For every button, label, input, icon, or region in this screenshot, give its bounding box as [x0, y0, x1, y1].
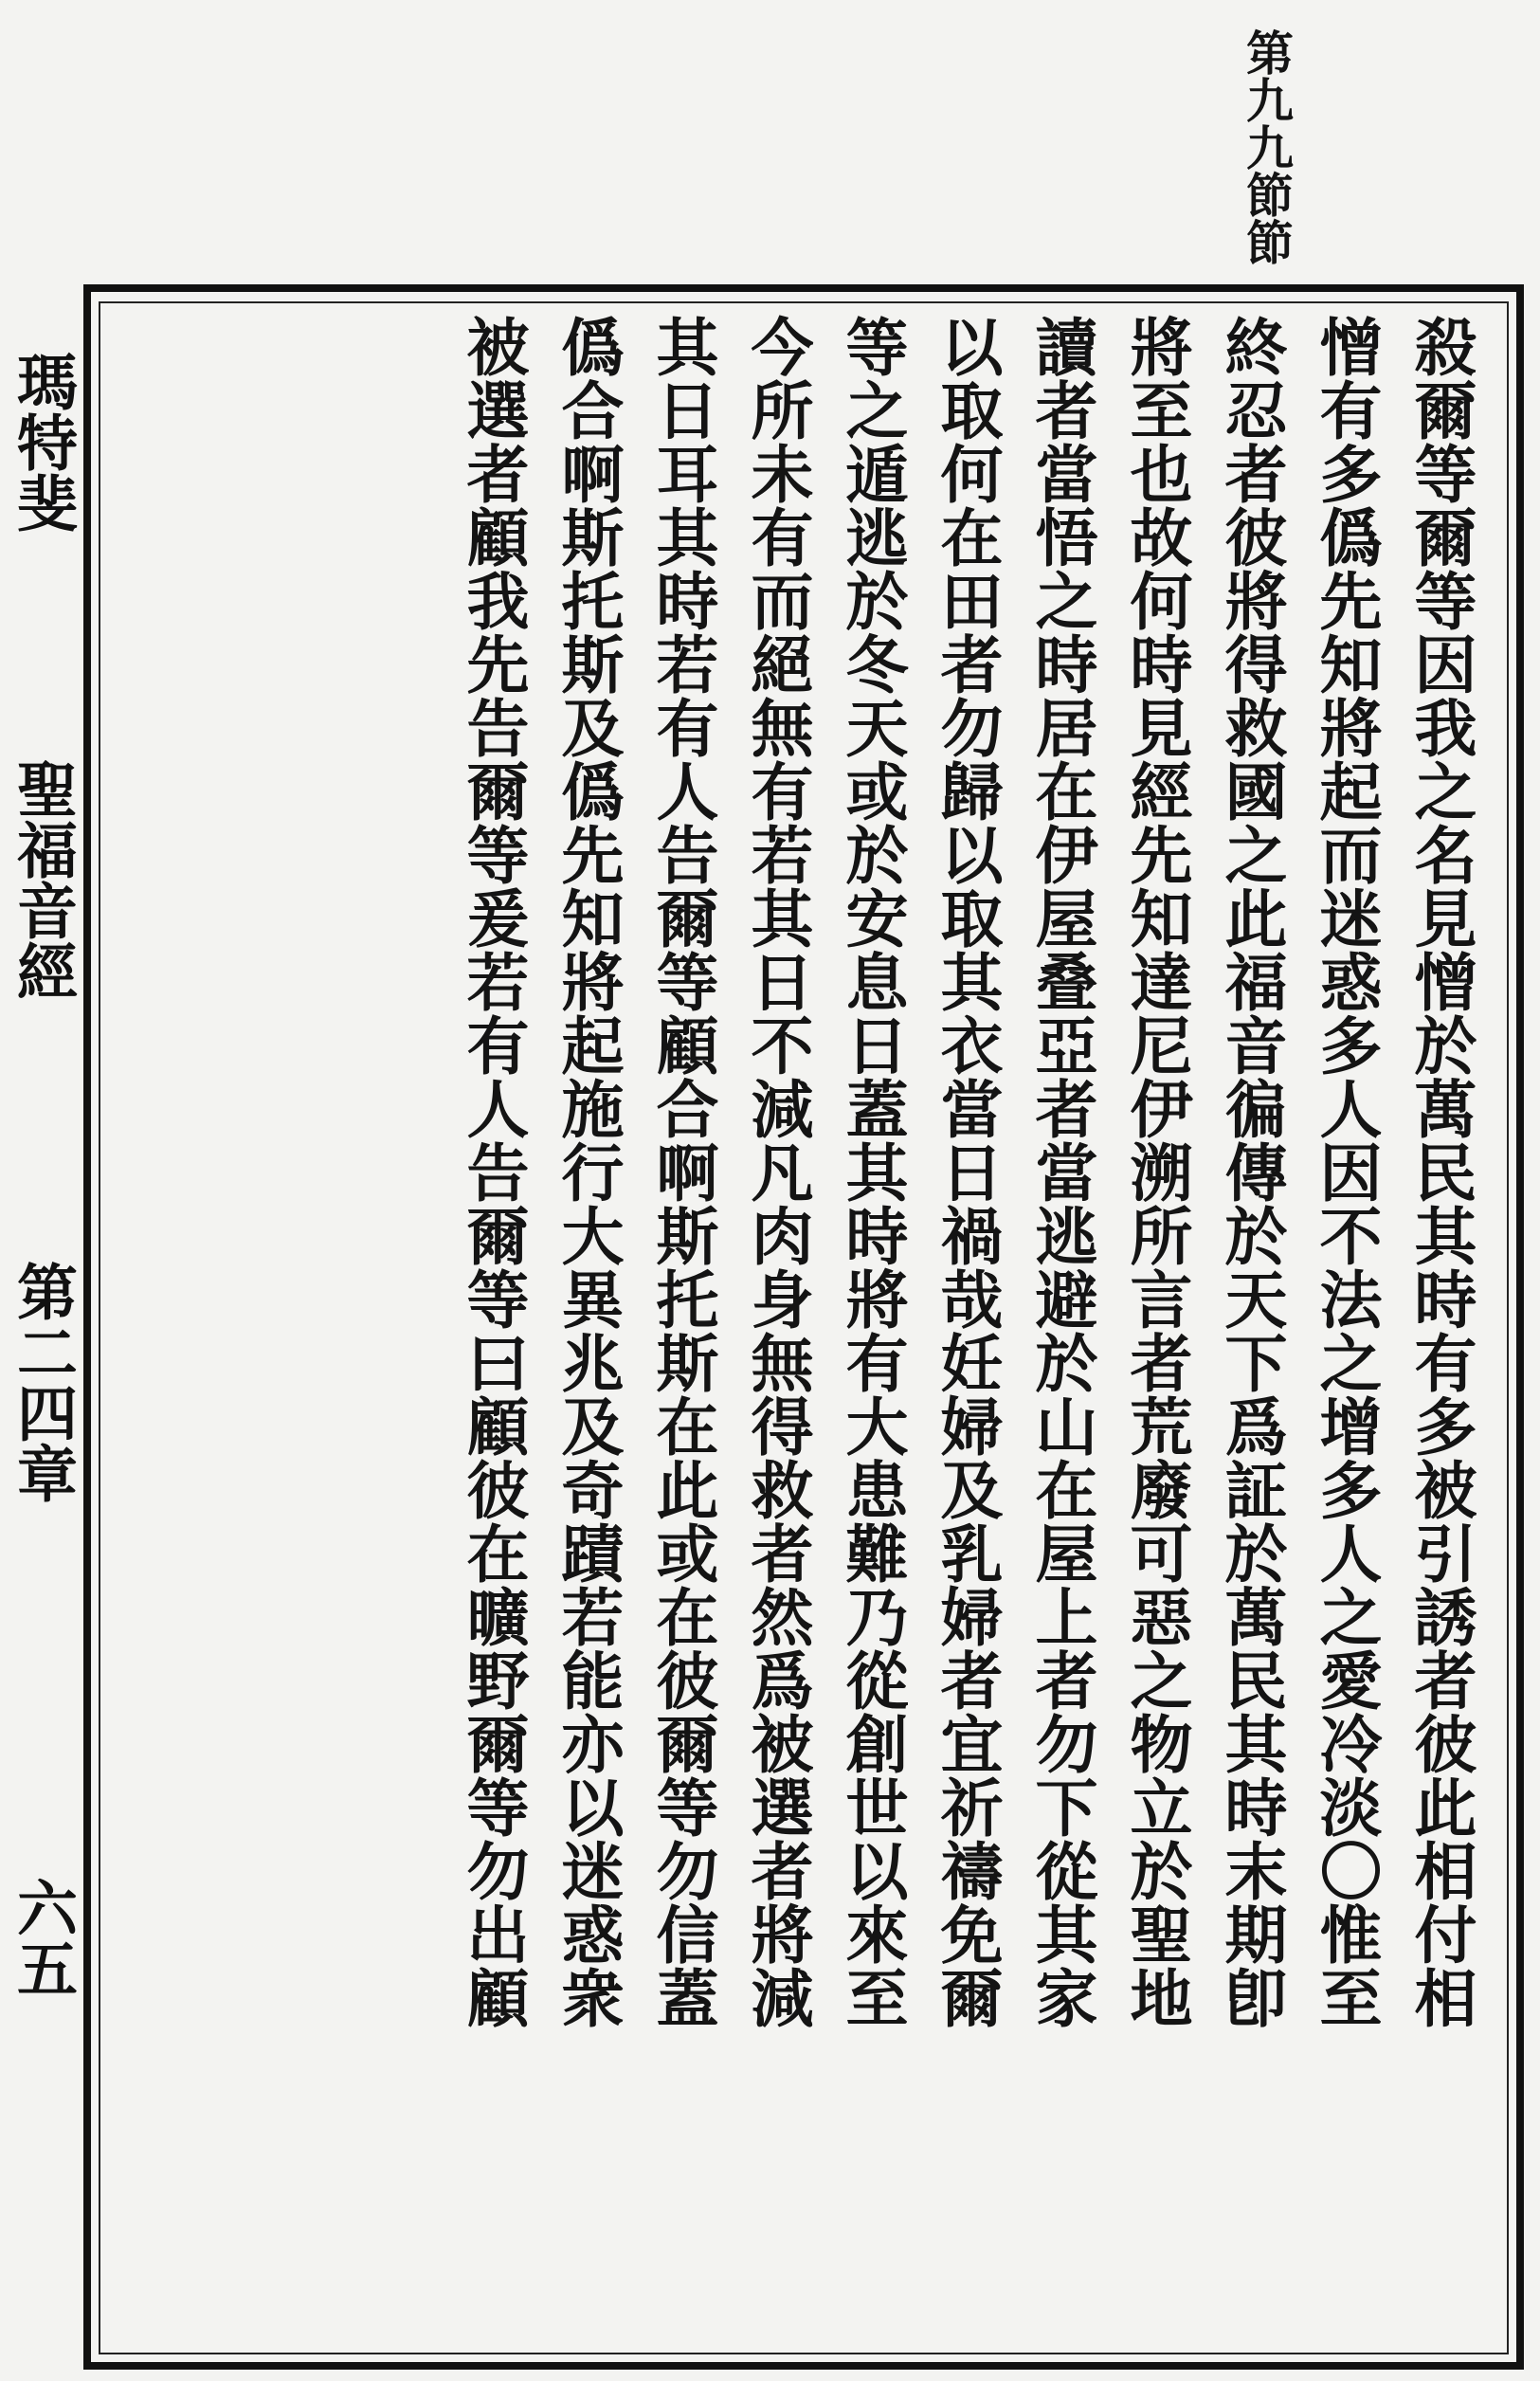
text-column-11: 被選者顧我先告爾等爰若有人告爾等曰顧彼在曠野爾等勿出顧: [456, 315, 530, 2029]
text-column-7: 等之遁逃於冬天或於安息日蓋其時將有大患難乃從創世以來至: [835, 315, 909, 2029]
book-title: 聖福音經: [7, 758, 78, 1001]
body-text: [133, 315, 1488, 2343]
text-column-9: 其日耳其時若有人告爾等顧合啊斯托斯在此或在彼爾等勿信蓋: [645, 315, 719, 2029]
text-column-10: 僞合啊斯托斯及僞先知將起施行大異兆及奇蹟若能亦以迷惑衆: [551, 315, 625, 2029]
page-number: 六五: [7, 1877, 78, 1998]
text-column-3: 終忍者彼將得救國之此福音徧傳於天下爲証於萬民其時末期卽: [1214, 315, 1288, 2029]
text-column-1: 殺爾等爾等因我之名見憎於萬民其時有多被引誘者彼此相付相: [1404, 315, 1477, 2029]
text-column-4: 將至也故何時見經先知達尼伊溯所言者荒廢可惡之物立於聖地: [1119, 315, 1193, 2029]
text-column-6: 以取何在田者勿歸以取其衣當日禍哉妊婦及乳婦者宜祈禱免爾: [930, 315, 1004, 2029]
book-name: 瑪特斐: [7, 351, 78, 533]
chapter-label: 第二四章: [7, 1261, 78, 1503]
text-column-5: 讀者當悟之時居在伊屋叠亞者當逃避於山在屋上者勿下從其家: [1024, 315, 1098, 2029]
running-footer: [0, 351, 80, 2341]
section-header-note: 第九九節節: [1239, 28, 1295, 265]
text-column-2: 憎有多僞先知將起而迷惑多人因不法之增多人之愛冷淡〇惟至: [1309, 315, 1383, 2029]
text-column-8: 今所未有而絕無有若其日不減凡肉身無得救者然爲被選者將減: [740, 315, 814, 2029]
